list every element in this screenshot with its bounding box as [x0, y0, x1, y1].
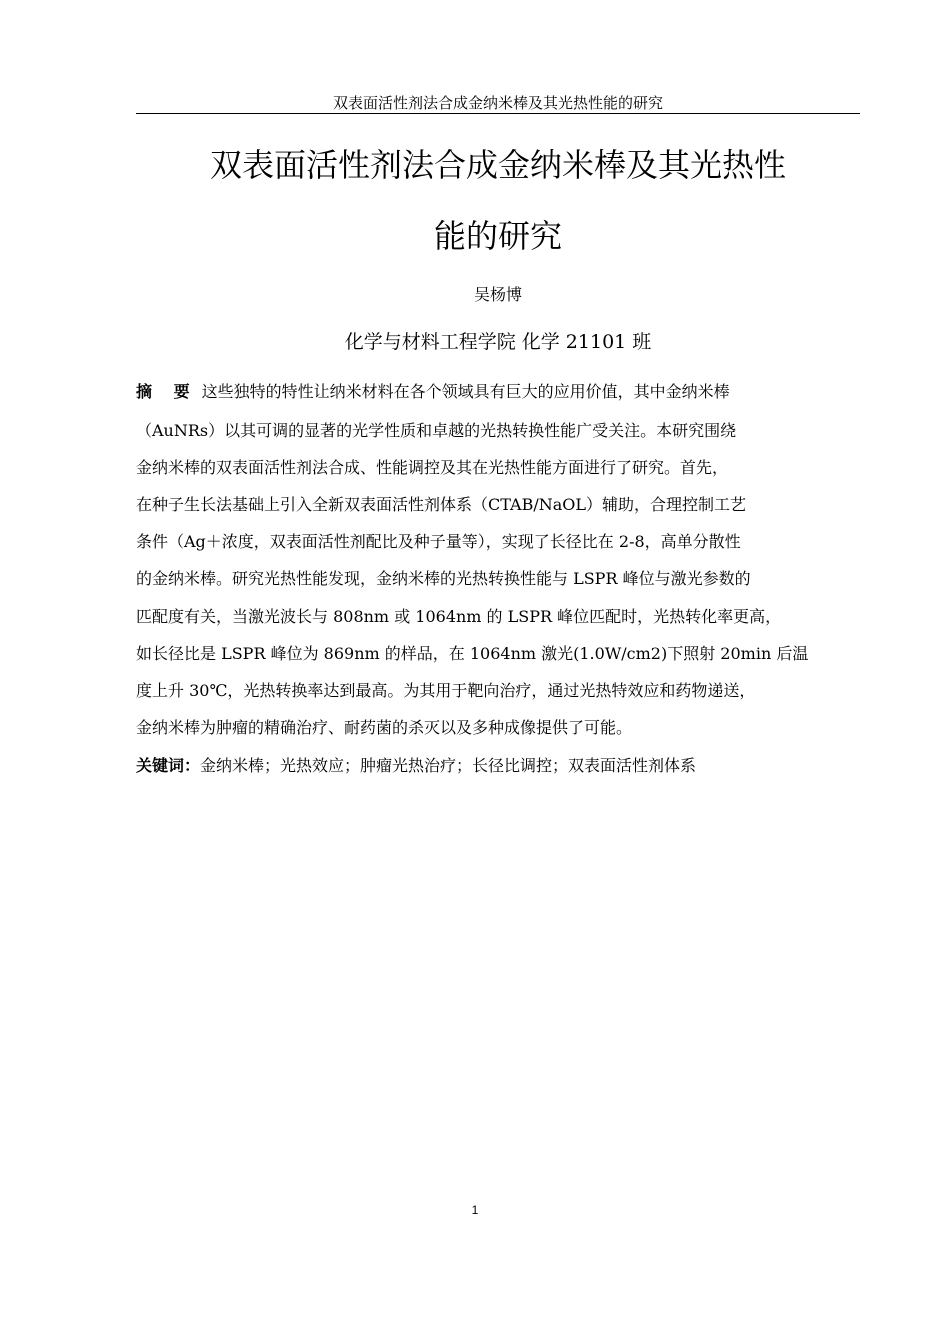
keywords: [136, 754, 860, 778]
abstract-line: 金纳米棒的双表面活性剂法合成、性能调控及其在光热性能方面进行了研究。首先，: [136, 458, 729, 477]
abstract-label: 摘 要: [136, 382, 198, 401]
running-header: 双表面活性剂法合成金纳米棒及其光热性能的研究: [136, 92, 860, 114]
page-number: 1: [471, 1203, 479, 1217]
keywords-text: 金纳米棒；光热效应；肿瘤光热治疗；长径比调控；双表面活性剂体系: [200, 756, 697, 775]
abstract-line: 条件（Ag＋浓度，双表面活性剂配比及种子量等），实现了长径比在 2-8，高单分散性: [136, 532, 741, 551]
abstract-line: [136, 380, 866, 404]
keywords-label: 关键词：: [136, 756, 201, 775]
paper-title-line-1: 双表面活性剂法合成金纳米棒及其光热性: [209, 146, 786, 184]
abstract-line: 如长径比是 LSPR 峰位为 869nm 的样品，在 1064nm 激光(1.0W/cm2)下照射 20min 后温: [136, 644, 809, 663]
abstract-line: 匹配度有关，当激光波长与 808nm 或 1064nm 的 LSPR 峰位匹配时，光热转化率更高，: [136, 607, 782, 626]
paper-title-line-2: 能的研究: [433, 217, 562, 255]
author-name: 吴杨博: [473, 285, 522, 304]
abstract-line: （AuNRs）以其可调的显著的光学性质和卓越的光热转换性能广受关注。本研究围绕: [136, 421, 737, 440]
abstract-line: 的金纳米棒。研究光热性能发现，金纳米棒的光热转换性能与 LSPR 峰位与激光参数的: [136, 569, 751, 588]
abstract-line: 在种子生长法基础上引入全新双表面活性剂体系（CTAB/NaOL）辅助，合理控制工艺: [136, 495, 747, 514]
abstract-line: 度上升 30℃，光热转换率达到最高。为其用于靶向治疗，通过光热特效应和药物递送，: [136, 681, 756, 700]
affiliation: 化学与材料工程学院 化学 21101 班: [344, 331, 652, 353]
abstract-text: 这些独特的特性让纳米材料在各个领域具有巨大的应用价值，其中金纳米棒: [201, 382, 730, 401]
abstract-line: 金纳米棒为肿瘤的精确治疗、耐药菌的杀灭以及多种成像提供了可能。: [136, 718, 633, 737]
